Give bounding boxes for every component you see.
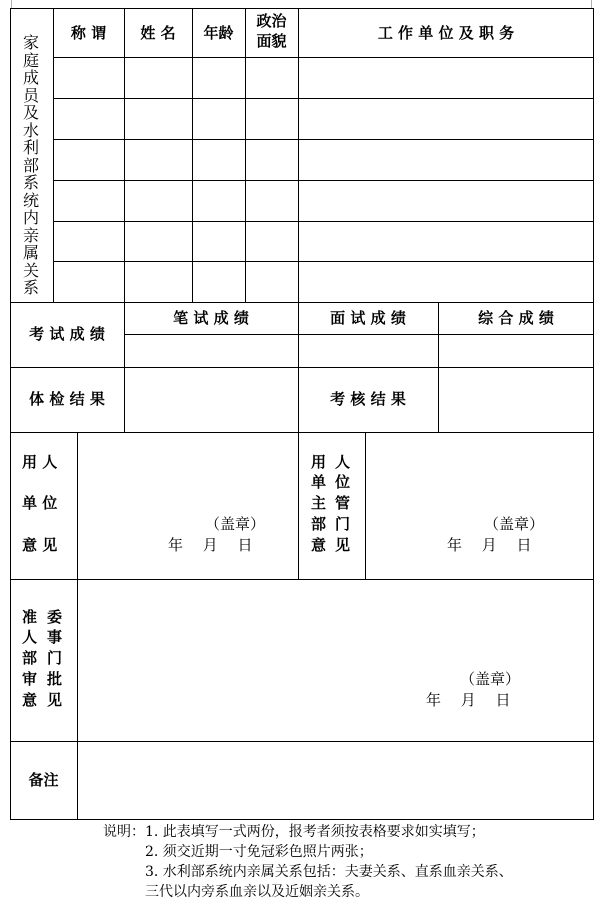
note-item-2: 2. 须交近期一寸免冠彩色照片两张； [145,844,373,860]
interview-score-header: 面 试 成 绩 [330,308,406,327]
overall-score-header: 综 合 成 绩 [478,308,554,327]
approval-label-char: 人 [22,628,38,646]
notes-line-1 [103,822,513,842]
section-rule [10,432,594,433]
supervisor-label-char: 人 [335,453,351,471]
notes [103,822,513,902]
results-col-rule [438,367,439,432]
supervisor-label-char: 见 [335,536,351,554]
notes-prefix: 说明： [103,824,145,840]
family-row-rule [53,98,594,99]
physical-exam-label: 体 检 结 果 [29,390,105,408]
supervisor-label-char: 意 [311,536,327,554]
section-rule [10,741,594,742]
supervisor-label-char: 位 [335,473,351,491]
supervisor-label-char: 门 [335,515,351,533]
note-item-3: 3. 水利部系统内亲属关系包括：夫妻关系、直系血亲关系、 [145,864,513,880]
family-col-rule [245,8,246,302]
employer-stamp: （盖章） [205,515,266,533]
corner-mark-right [591,0,592,8]
registration-form-table [10,8,594,820]
scores-row-rule [124,334,594,335]
approval-stamp: （盖章） [460,670,521,688]
header-title: 称 谓 [70,23,107,42]
family-row-rule [53,139,594,140]
header-workplace: 工 作 单 位 及 职 务 [377,23,515,42]
supervisor-label-char: 用 [311,453,327,471]
opinion-col-rule [365,432,366,579]
family-col-rule [192,8,193,302]
approval-label-char: 意 [22,691,38,709]
supervisor-label-char: 单 [311,473,327,491]
remarks-label: 备注 [28,771,59,789]
opinion-col-rule [298,432,299,579]
approval-label-char: 批 [47,670,63,688]
supervisor-date: 年 月 日 [447,536,532,554]
note-item-3-continued: 三代以内旁系血亲以及近姻亲关系。 [145,884,369,900]
header-political-line2: 面貌 [256,31,287,50]
supervisor-stamp: （盖章） [484,515,545,533]
note-item-1: 1. 此表填写一式两份，报考者须按表格要求如实填写； [145,824,485,840]
header-political-line1: 政治 [256,11,287,30]
family-col-rule [124,8,125,302]
written-score-header: 笔 试 成 绩 [173,308,249,327]
approval-label-char: 审 [22,670,38,688]
employer-label-line3: 意 见 [22,536,58,554]
header-name: 姓 名 [140,23,176,42]
family-header-rule [53,57,594,58]
employer-date: 年 月 日 [168,536,253,554]
family-section-label: 家庭成员及水利部系统内亲属关系 [22,33,39,297]
approval-label-char: 部 [22,649,38,667]
employer-label-line1: 用 人 [22,453,58,471]
approval-label-char: 门 [47,649,63,667]
supervisor-label-char: 主 [311,494,327,512]
corner-mark-left [11,0,12,8]
family-row-rule [53,261,594,262]
supervisor-label-char: 部 [311,515,327,533]
family-row-rule [53,180,594,181]
employer-label-line2: 单 位 [22,494,58,512]
approval-label-char: 见 [47,691,63,709]
approval-date: 年 月 日 [426,691,511,709]
family-row-rule [53,221,594,222]
label-col-rule [77,432,78,820]
family-col-rule [298,8,299,302]
header-age: 年龄 [203,23,234,42]
family-col-rule [53,8,54,302]
assessment-label: 考 核 结 果 [330,390,406,408]
supervisor-label-char: 管 [335,494,351,512]
exam-scores-label: 考 试 成 绩 [29,325,105,343]
approval-label-char: 准 [22,608,38,626]
approval-label-char: 委 [47,608,63,626]
approval-label-char: 事 [47,628,63,646]
section-rule [10,579,594,580]
